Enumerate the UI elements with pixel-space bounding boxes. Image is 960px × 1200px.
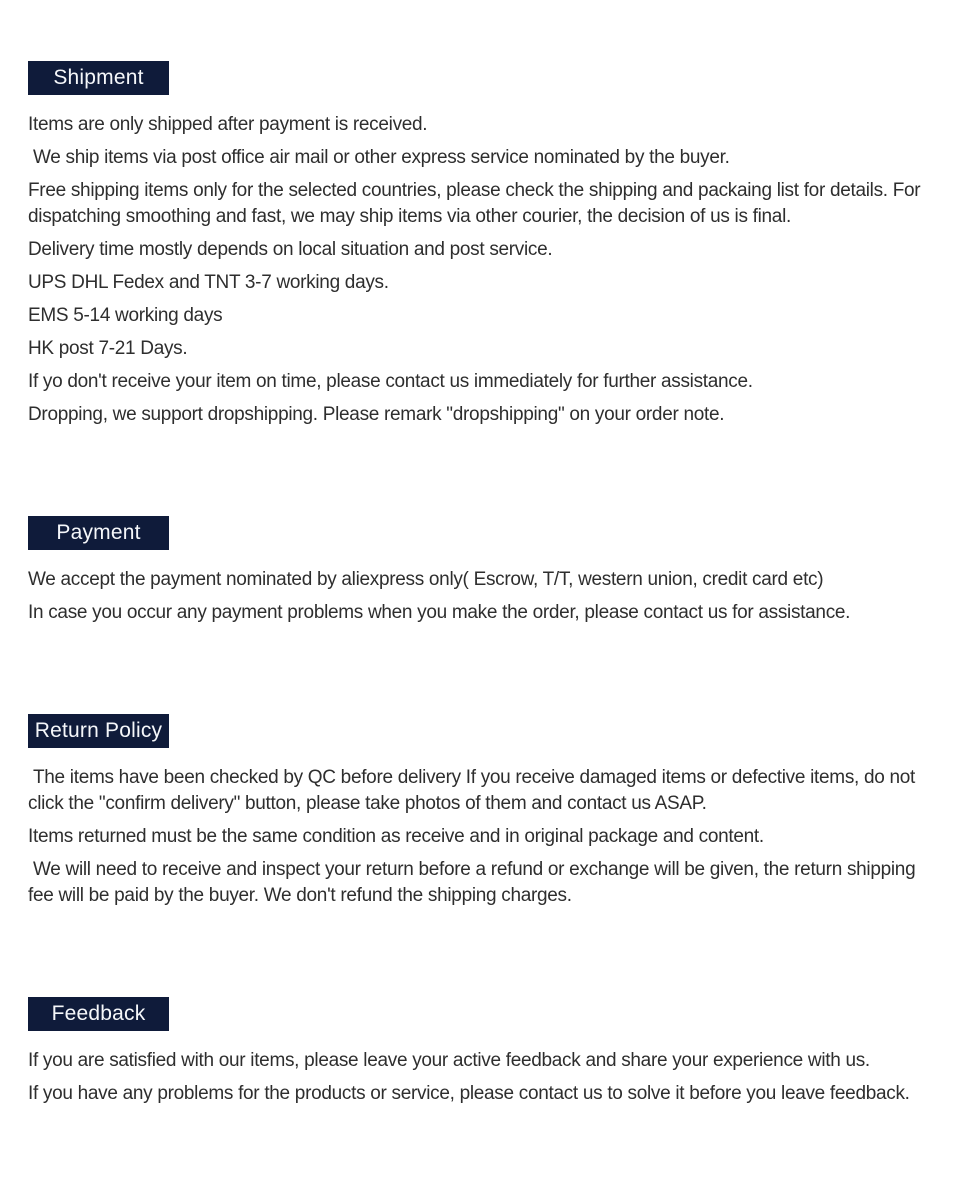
shipment-paragraph: UPS DHL Fedex and TNT 3-7 working days.: [28, 272, 389, 293]
payment-paragraph: We accept the payment nominated by aliexpress only( Escrow, T/T, western union, credit card etc): [28, 569, 824, 590]
shipment-paragraph: If yo don't receive your item on time, please contact us immediately for further assistance.: [28, 371, 753, 392]
feedback-paragraph: If you are satisfied with our items, please leave your active feedback and share your experience with us.: [28, 1050, 870, 1071]
shipment-paragraph: EMS 5-14 working days: [28, 305, 223, 326]
section-title: Return Policy: [34, 719, 163, 742]
return-policy-paragraph: We will need to receive and inspect your return before a refund or exchange will be given, the return shipping fee will be paid by the buyer. We don't refund the shipping charges.: [28, 859, 921, 906]
shipment-title-badge: [28, 61, 169, 95]
section-return-policy: [28, 714, 934, 909]
section-title: Payment: [56, 521, 141, 544]
payment-paragraph: In case you occur any payment problems when you make the order, please contact us for assistance.: [28, 602, 851, 623]
shipment-paragraph: HK post 7-21 Days.: [28, 338, 188, 359]
payment-title-badge: [28, 516, 169, 550]
shipment-paragraph: Delivery time mostly depends on local situation and post service.: [28, 239, 553, 260]
shipment-paragraph: Free shipping items only for the selected countries, please check the shipping and packaing list for details. For dispatching smoothing and fast, we may ship items via other courier, the decision of us is final.: [28, 180, 926, 227]
shipment-paragraph: We ship items via post office air mail or other express service nominated by the buyer.: [28, 147, 730, 168]
return-policy-paragraph: Items returned must be the same condition as receive and in original package and content.: [28, 826, 764, 847]
feedback-paragraph: If you have any problems for the products or service, please contact us to solve it before you leave feedback.: [28, 1083, 910, 1104]
section-title: Feedback: [51, 1002, 146, 1025]
section-payment: [28, 516, 934, 626]
shipment-paragraph: Dropping, we support dropshipping. Please remark "dropshipping" on your order note.: [28, 404, 725, 425]
return-policy-paragraph: The items have been checked by QC before delivery If you receive damaged items or defective items, do not click the "confirm delivery" button, please take photos of them and contact us ASAP.: [28, 767, 920, 814]
feedback-title-badge: [28, 997, 169, 1031]
shipment-paragraph: Items are only shipped after payment is received.: [28, 114, 428, 135]
section-shipment: [28, 61, 934, 428]
section-title: Shipment: [53, 66, 144, 89]
return-policy-title-badge: [28, 714, 169, 748]
section-feedback: [28, 997, 934, 1107]
